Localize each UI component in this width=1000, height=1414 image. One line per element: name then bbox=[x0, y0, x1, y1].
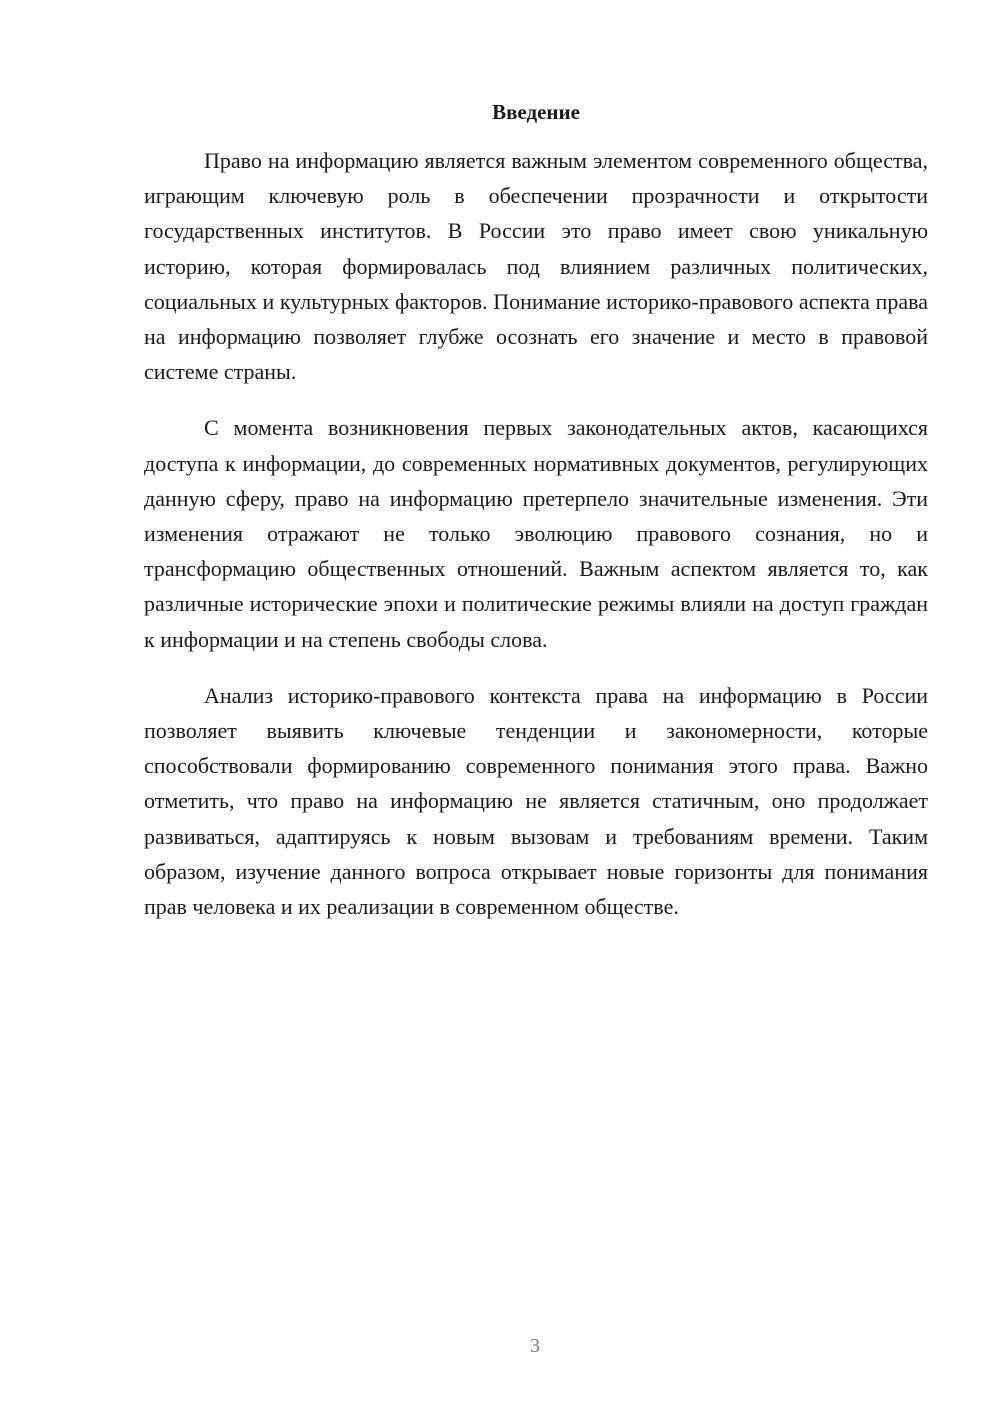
paragraph-3: Анализ историко-правового контекста права на информацию в России позволяет выявить ключевые тенденции и закономерности, которые способствовали формированию современного понимания этого права. Важно отметить, что право на информацию не является статичным, оно продолжает развиваться, адаптируясь к новым вызовам и требованиям времени. Таким образом, изучение данного вопроса открывает новые горизонты для понимания прав человека и их реализации в современном обществе. bbox=[144, 682, 928, 920]
body-text bbox=[144, 143, 928, 945]
section-heading: Введение bbox=[492, 100, 580, 124]
paragraph-1: Право на информацию является важным элементом современного общества, играющим ключевую роль в обеспечении прозрачности и открытости государственных институтов. В России это право имеет свою уникальную историю, которая формировалась под влиянием различных политических, социальных и культурных факторов. Понимание историко-правового аспекта права на информацию позволяет глубже осознать его значение и место в правовой системе страны. bbox=[144, 148, 928, 385]
page-number: 3 bbox=[530, 1335, 540, 1357]
paragraph-2: С момента возникновения первых законодательных актов, касающихся доступа к информации, до современных нормативных документов, регулирующих данную сферу, право на информацию претерпело значительные изменения. Эти изменения отражают не только эволюцию правового сознания, но и трансформацию общественных отношений. Важным аспектом является то, как различные исторические эпохи и политические режимы влияли на доступ граждан к информации и на степень свободы слова. bbox=[144, 415, 928, 652]
